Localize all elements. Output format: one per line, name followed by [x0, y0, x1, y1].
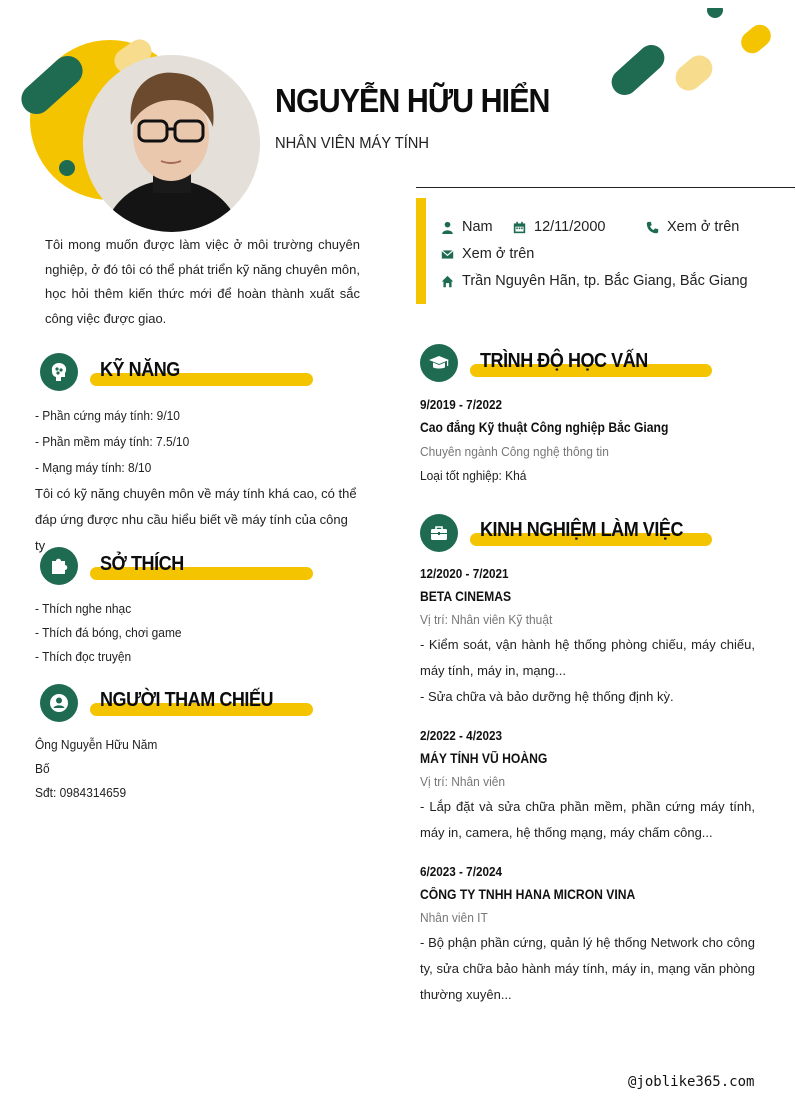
education-section-icon	[420, 344, 458, 382]
references-title: NGƯỜI THAM CHIẾU	[100, 689, 274, 711]
phone-item	[646, 219, 739, 235]
home-icon	[441, 275, 454, 288]
profile-photo	[83, 55, 260, 232]
decor-green-dot-top	[707, 2, 723, 18]
email-item	[441, 246, 534, 262]
references-section-icon	[40, 684, 78, 722]
candidate-name: NGUYỄN HỮU HIỂN	[275, 82, 550, 119]
hobbies-section-icon	[40, 547, 78, 585]
decor-green-pill-right	[606, 40, 669, 101]
education-grade: Loại tốt nghiệp: Khá	[420, 468, 527, 483]
job-company: BETA CINEMAS	[420, 589, 512, 604]
reference-relation: Bố	[35, 761, 50, 776]
gender-value: Nam	[462, 219, 493, 235]
person-icon	[441, 221, 454, 234]
career-objective: Tôi mong muốn được làm việc ở môi trường chuyên nghiệp, ở đó tôi có thể phát triển kỹ năng chuyên môn, học hỏi thêm kiến thức mới để hoàn thành xuất sắc công việc được giao.	[45, 237, 360, 326]
user-icon	[48, 692, 70, 714]
skill-item: - Phần mềm máy tính: 7.5/10	[35, 434, 190, 449]
brain-icon	[48, 361, 70, 383]
email-value: Xem ở trên	[462, 246, 535, 262]
job-description: - Lắp đặt và sửa chữa phần mềm, phần cứng máy tính, máy in, camera, hệ thống mạng, máy chấm công...	[420, 799, 755, 840]
birthday-item	[513, 219, 606, 235]
skill-item: - Phần cứng máy tính: 9/10	[35, 408, 180, 423]
email-icon	[441, 248, 454, 261]
education-title: TRÌNH ĐỘ HỌC VẤN	[480, 350, 648, 372]
experience-section-icon	[420, 514, 458, 552]
job-period: 6/2023 - 7/2024	[420, 864, 502, 879]
experience-title: KINH NGHIỆM LÀM VIỆC	[480, 519, 684, 541]
briefcase-icon	[428, 522, 450, 544]
footer-watermark: @joblike365.com	[628, 1074, 755, 1090]
skills-title: KỸ NĂNG	[100, 359, 180, 381]
decor-light-pill-right	[670, 50, 717, 96]
education-period: 9/2019 - 7/2022	[420, 397, 502, 412]
hobbies-title: SỞ THÍCH	[100, 553, 184, 575]
job-period: 2/2022 - 4/2023	[420, 728, 502, 743]
hobby-item: - Thích đọc truyện	[35, 649, 132, 664]
education-major: Chuyên ngành Công nghệ thông tin	[420, 444, 609, 459]
graduation-cap-icon	[428, 352, 450, 374]
job-description: - Sửa chữa và bảo dưỡng hệ thống định kỳ.	[420, 689, 674, 704]
reference-name: Ông Nguyễn Hữu Năm	[35, 737, 158, 752]
calendar-icon	[513, 221, 526, 234]
hobby-item: - Thích đá bóng, chơi game	[35, 625, 182, 640]
puzzle-icon	[48, 555, 70, 577]
job-company: CÔNG TY TNHH HANA MICRON VINA	[420, 887, 636, 902]
reference-phone: Sđt: 0984314659	[35, 785, 127, 800]
job-period: 12/2020 - 7/2021	[420, 566, 509, 581]
address-value: Trần Nguyên Hãn, tp. Bắc Giang, Bắc Giang	[462, 273, 748, 289]
job-position: Vị trí: Nhân viên Kỹ thuật	[420, 612, 553, 627]
education-school: Cao đẳng Kỹ thuật Công nghiệp Bắc Giang	[420, 420, 669, 435]
job-description: - Bộ phận phần cứng, quản lý hệ thống Network cho công ty, sửa chữa bảo hành máy tính, máy in, mạng văn phòng thường xuyên...	[420, 935, 755, 1002]
job-position: Nhân viên IT	[420, 910, 488, 925]
phone-icon	[646, 221, 659, 234]
header-divider	[416, 187, 795, 188]
job-position: Vị trí: Nhân viên	[420, 774, 506, 789]
job-title: NHÂN VIÊN MÁY TÍNH	[275, 135, 430, 152]
job-company: MÁY TÍNH VŨ HOÀNG	[420, 751, 548, 766]
job-description: - Kiểm soát, vận hành hệ thống phòng chiếu, máy chiếu, máy tính, máy in, mạng...	[420, 637, 755, 678]
gender-item	[441, 219, 493, 235]
decor-yellow-pill-right	[737, 20, 776, 57]
decor-green-dot-left	[59, 160, 75, 176]
birthday-value: 12/11/2000	[534, 219, 606, 235]
skills-note: Tôi có kỹ năng chuyên môn về máy tính khá cao, có thể đáp ứng được nhu cầu hiểu biết về máy tính của công ty	[35, 486, 357, 553]
address-item	[441, 273, 748, 289]
skills-section-icon	[40, 353, 78, 391]
phone-value: Xem ở trên	[667, 219, 740, 235]
skill-item: - Mạng máy tính: 8/10	[35, 460, 152, 475]
hobby-item: - Thích nghe nhạc	[35, 601, 132, 616]
info-accent-bar	[416, 198, 426, 304]
